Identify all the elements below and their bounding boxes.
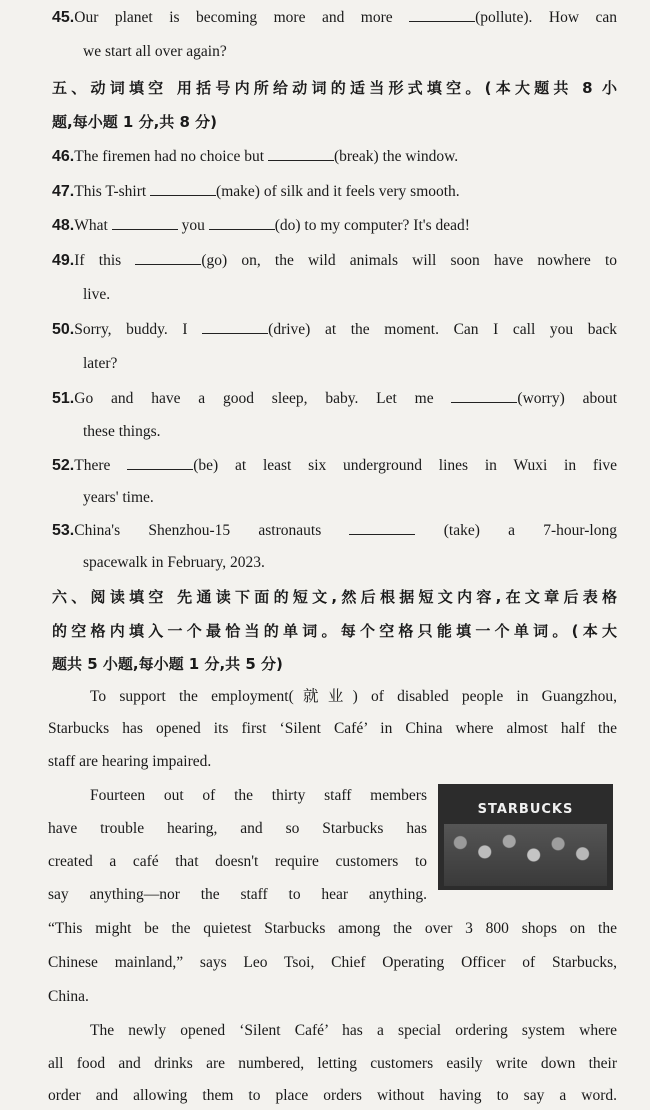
answer-blank[interactable]	[202, 318, 268, 334]
verb-hint: (be)	[193, 457, 219, 474]
question-text: If this	[74, 252, 122, 269]
staff-group-image	[444, 824, 607, 886]
answer-blank[interactable]	[150, 180, 216, 196]
answer-blank[interactable]	[127, 454, 193, 470]
question-text: on, the wild animals will soon have nowhere to	[241, 252, 618, 269]
question-text: Our planet is becoming more and more	[74, 9, 393, 26]
question-52-line2: years' time.	[83, 489, 154, 506]
question-50-line2: later?	[83, 355, 118, 372]
question-text: about	[582, 390, 618, 407]
passage-line: created a café that doesn't require customers to	[48, 853, 427, 870]
passage-line: Fourteen out of the thirty staff members	[90, 787, 427, 804]
passage-line: “This might be the quietest Starbucks among the over 3 800 shops on the	[48, 920, 617, 937]
question-51-line1	[52, 387, 617, 410]
question-text: There	[74, 457, 111, 474]
answer-blank[interactable]	[112, 214, 178, 230]
passage-line: staff are hearing impaired.	[48, 753, 212, 770]
passage-line: Chinese mainland,” says Leo Tsoi, Chief Operating Officer of Starbucks,	[48, 954, 617, 971]
answer-blank[interactable]	[268, 145, 334, 161]
passage-line: China.	[48, 988, 89, 1005]
question-text: at least six underground lines in Wuxi in five	[234, 457, 618, 474]
answer-blank[interactable]	[409, 6, 475, 22]
question-text: you	[181, 217, 205, 234]
question-number: 46.	[52, 148, 75, 165]
question-text: This T-shirt	[74, 183, 147, 200]
verb-hint: (drive)	[268, 321, 311, 338]
verb-hint: (do)	[274, 217, 301, 234]
question-number: 47.	[52, 183, 75, 200]
question-text: the window.	[382, 148, 459, 165]
question-text: at the moment. Can I call you back	[324, 321, 618, 338]
verb-hint: (go)	[201, 252, 228, 269]
question-number: 45.	[52, 9, 75, 26]
question-49-line1	[52, 249, 617, 272]
passage-line: have trouble hearing, and so Starbucks has	[48, 820, 427, 837]
verb-hint: (pollute).	[475, 9, 533, 26]
section-6-heading-cont: 的空格内填入一个最恰当的单词。每个空格只能填一个单词。(本大	[52, 622, 617, 640]
question-45-line2: we start all over again?	[83, 43, 227, 60]
question-51-line2: these things.	[83, 423, 161, 440]
question-50-line1	[52, 318, 617, 341]
passage-line: Starbucks has opened its first ‘Silent Café’ in China where almost half the	[48, 720, 617, 737]
answer-blank[interactable]	[135, 249, 201, 265]
question-47	[52, 180, 617, 203]
question-number: 53.	[52, 522, 75, 539]
question-text: Go and have a good sleep, baby. Let me	[74, 390, 434, 407]
question-52-line1	[52, 454, 617, 477]
question-number: 49.	[52, 252, 75, 269]
question-text: What	[74, 217, 108, 234]
section-5-heading: 五、动词填空 用括号内所给动词的适当形式填空。(本大题共 8 小	[52, 79, 617, 97]
question-text: How can	[548, 9, 618, 26]
question-53-line2: spacewalk in February, 2023.	[83, 554, 265, 571]
question-49-line2: live.	[83, 286, 111, 303]
question-text: The firemen had no choice but	[74, 148, 265, 165]
answer-blank[interactable]	[349, 519, 415, 535]
question-number: 50.	[52, 321, 75, 338]
question-text: Sorry, buddy. I	[74, 321, 188, 338]
question-46	[52, 145, 617, 168]
question-number: 48.	[52, 217, 75, 234]
starbucks-logo-text: STARBUCKS	[477, 802, 574, 817]
section-5-heading-cont: 题,每小题 1 分,共 8 分)	[52, 113, 218, 131]
verb-hint: (worry)	[517, 390, 565, 407]
passage-line: To support the employment(就业) of disabled people in Guangzhou,	[90, 688, 617, 705]
section-6-heading: 六、阅读填空 先通读下面的短文,然后根据短文内容,在文章后表格	[52, 588, 617, 606]
answer-blank[interactable]	[209, 214, 275, 230]
passage-line: say anything—nor the staff to hear anything.	[48, 886, 427, 903]
passage-line: order and allowing them to place orders without having to say a word.	[48, 1087, 617, 1104]
question-48	[52, 214, 617, 237]
question-text: a 7-hour-long	[508, 522, 617, 539]
question-45-line1	[52, 6, 617, 29]
answer-blank[interactable]	[451, 387, 517, 403]
verb-hint: (break)	[333, 148, 379, 165]
question-text: China's Shenzhou-15 astronauts	[74, 522, 322, 539]
question-number: 51.	[52, 390, 75, 407]
passage-line: The newly opened ‘Silent Café’ has a special ordering system where	[90, 1022, 617, 1039]
question-number: 52.	[52, 457, 75, 474]
verb-hint: (take)	[443, 522, 480, 539]
starbucks-staff-photo	[438, 784, 613, 890]
question-53-line1	[52, 519, 617, 542]
question-text: to my computer? It's dead!	[304, 217, 470, 234]
section-6-heading-cont2: 题共 5 小题,每小题 1 分,共 5 分)	[52, 655, 283, 673]
passage-line: all food and drinks are numbered, letting customers easily write down their	[48, 1055, 617, 1072]
question-text: of silk and it feels very smooth.	[263, 183, 460, 200]
verb-hint: (make)	[216, 183, 260, 200]
